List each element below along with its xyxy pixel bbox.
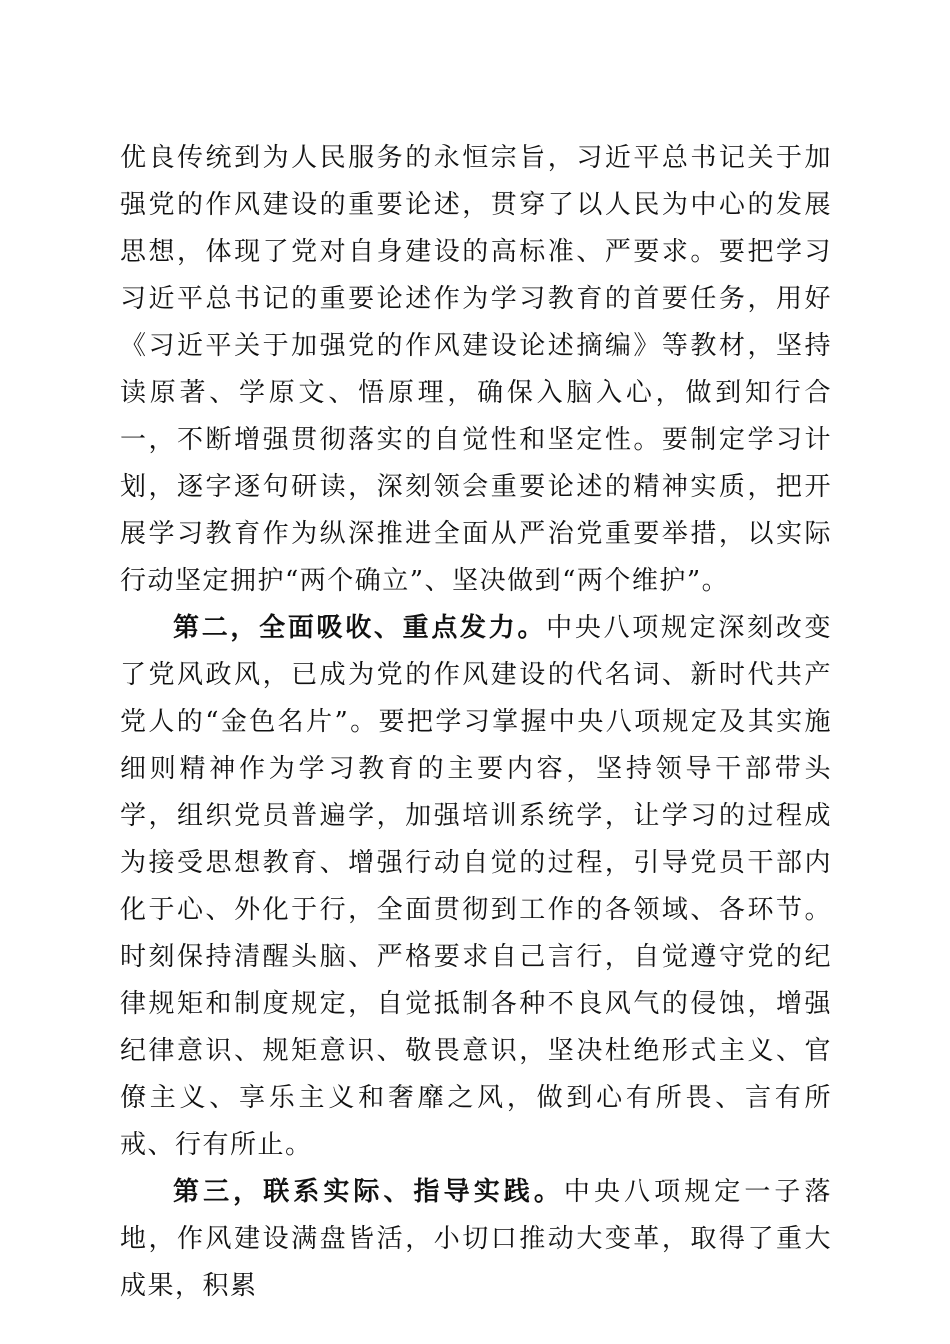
paragraph-heading: 第二，全面吸收、重点发力。 (173, 613, 547, 643)
paragraph-third (120, 1169, 832, 1310)
paragraph-heading: 第三，联系实际、指导实践。 (173, 1177, 564, 1207)
paragraph-second (120, 605, 832, 1169)
paragraph-text: 中央八项规定一子落地，作风建设满盘皆活，小切口推动大变革，取得了重大成果，积累 (120, 1177, 832, 1301)
paragraph-text: 优良传统到为人民服务的永恒宗旨，习近平总书记关于加强党的作风建设的重要论述，贯穿了以人民为中心的发展思想，体现了党对自身建设的高标准、严要求。要把学习习近平总书记的重要论述作为学习教育的首要任务，用好《习近平关于加强党的作风建设论述摘编》等教材，坚持读原著、学原文、悟原理，确保入脑入心，做到知行合一，不断增强贯彻落实的自觉性和坚定性。要制定学习计划，逐字逐句研读，深刻领会重要论述的精神实质，把开展学习教育作为纵深推进全面从严治党重要举措，以实际行动坚定拥护“两个确立”、坚决做到“两个维护”。 (120, 143, 832, 596)
paragraph-text: 中央八项规定深刻改变了党风政风，已成为党的作风建设的代名词、新时代共产党人的“金色名片”。要把学习掌握中央八项规定及其实施细则精神作为学习教育的主要内容，坚持领导干部带头学，组织党员普遍学，加强培训系统学，让学习的过程成为接受思想教育、增强行动自觉的过程，引导党员干部内化于心、外化于行，全面贯彻到工作的各领域、各环节。时刻保持清醒头脑、严格要求自己言行，自觉遵守党的纪律规矩和制度规定，自觉抵制各种不良风气的侵蚀，增强纪律意识、规矩意识、敬畏意识，坚决杜绝形式主义、官僚主义、享乐主义和奢靡之风，做到心有所畏、言有所戒、行有所止。 (120, 613, 832, 1160)
paragraph-continued (120, 135, 832, 605)
document-body (120, 135, 832, 1310)
